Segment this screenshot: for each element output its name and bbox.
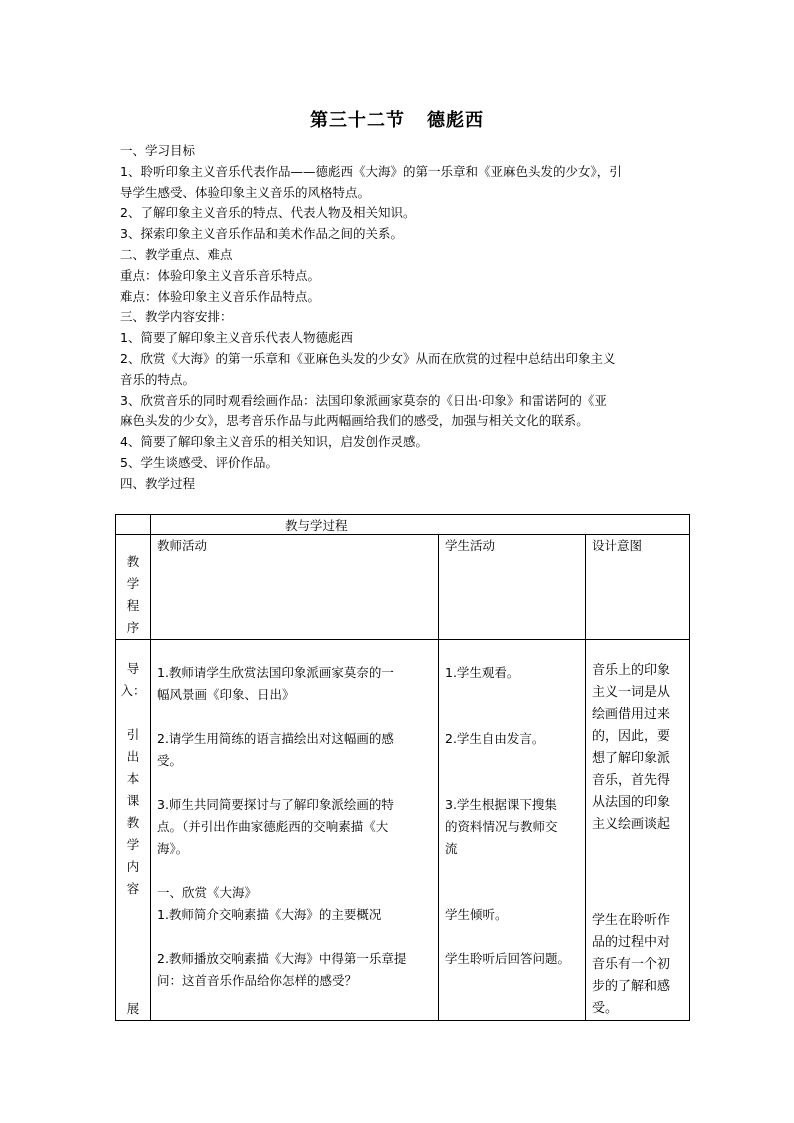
section-heading: 四、教学过程 — [120, 475, 196, 491]
arrangement-line: 4、简要了解印象主义音乐的相关知识，启发创作灵感。 — [120, 434, 428, 450]
arrangement-line: 3、欣赏音乐的同时观看绘画作品：法国印象派画家莫奈的《日出·印象》和雷诺阿的《亚 — [120, 392, 607, 408]
intent-line: 音乐有一个初 — [592, 957, 671, 972]
program-char: 程 — [126, 598, 140, 613]
student-activity-header: 学生活动 — [445, 538, 496, 553]
arrangement-line: 麻色头发的少女》，思考音乐作品与此两幅画给我们的感受，加强与相关文化的联系。 — [120, 413, 589, 429]
stage-char: 教 — [126, 815, 140, 830]
teacher-line — [157, 926, 432, 948]
student-line — [445, 860, 579, 882]
stage-char: 课 — [126, 793, 140, 808]
stage-char: 导 — [126, 661, 140, 676]
arrangement-line: 1、简要了解印象主义音乐代表人物德彪西 — [120, 330, 353, 346]
teacher-line: 点。（并引出作曲家德彪西的交响素描《大 — [157, 819, 389, 834]
table-body-row — [116, 640, 690, 1021]
intent-line: 品的过程中对 — [592, 935, 671, 950]
teacher-activity-cell — [151, 640, 439, 1021]
student-line: 2.学生自由发言。 — [445, 731, 545, 746]
stage-char: 展 — [126, 1001, 140, 1016]
program-char: 学 — [126, 576, 140, 591]
teacher-line: 2.请学生用简练的语言描绘出对这幅画的感 — [157, 731, 394, 746]
student-line — [445, 882, 579, 904]
goal-line: 导学生感受、体验印象主义音乐的风格特点。 — [120, 184, 371, 200]
arrangement-line: 2、欣赏《大海》的第一乐章和《亚麻色头发的少女》从而在欣赏的过程中总结出印象主义 — [120, 350, 616, 366]
student-line: 1.学生观看。 — [445, 665, 520, 680]
title-main: 第三十二节 — [310, 110, 405, 131]
student-line: 的资料情况与教师交 — [445, 819, 558, 834]
teacher-activity-header: 教师活动 — [157, 538, 208, 553]
page-title — [0, 106, 794, 132]
corner-cell — [116, 515, 151, 535]
section-heading: 一、学习目标 — [120, 143, 196, 158]
table-header-row — [116, 535, 690, 640]
teaching-process-table — [115, 514, 690, 1021]
stage-char: 本 — [126, 771, 140, 786]
intent-line: 受。 — [592, 1001, 619, 1016]
focus-line: 难点：体验印象主义音乐作品特点。 — [120, 288, 321, 304]
program-char: 序 — [126, 620, 140, 635]
intent-header-cell — [586, 535, 690, 640]
design-intent-header: 设计意图 — [592, 538, 643, 553]
student-line — [445, 926, 579, 948]
teacher-line: 1.教师简介交响素描《大海》的主要概况 — [157, 907, 382, 922]
stage-cell — [116, 640, 151, 1021]
goal-line: 2、了解印象主义音乐的特点、代表人物及相关知识。 — [120, 205, 416, 221]
stage-char — [116, 702, 150, 724]
teacher-line — [157, 772, 432, 794]
intent-line: 学生在聆听作 — [592, 913, 671, 928]
section-heading: 三、教学内容安排： — [120, 309, 233, 325]
teacher-line: 3.师生共同简要探讨与了解印象派绘画的特 — [157, 797, 394, 812]
intent-line — [592, 902, 683, 910]
intent-line — [592, 880, 683, 902]
student-header-cell — [439, 535, 586, 640]
section-heading: 二、教学重点、难点 — [120, 246, 233, 262]
student-line: 学生倾听。 — [445, 907, 508, 922]
student-activity-cell — [439, 640, 586, 1021]
intent-line: 绘画借用过来 — [592, 707, 671, 722]
table-caption-cell — [151, 515, 690, 535]
student-line: 流 — [445, 841, 458, 856]
teacher-line: 2.教师播放交响素描《大海》中得第一乐章提 — [157, 951, 407, 966]
intent-line — [592, 836, 683, 858]
table-caption: 教与学过程 — [285, 517, 348, 533]
intent-line: 主义一词是从 — [592, 685, 671, 700]
teacher-line — [157, 706, 432, 728]
table-caption-row — [116, 515, 690, 535]
intent-line: 音乐上的印象 — [592, 663, 671, 678]
teacher-line: 幅风景画《印象、日出》 — [157, 687, 295, 702]
student-line: 3.学生根据课下搜集 — [445, 797, 557, 812]
program-header-cell — [116, 535, 151, 640]
intent-line: 想了解印象派 — [592, 751, 671, 766]
stage-char: 入： — [120, 683, 146, 698]
teacher-line: 1.教师请学生欣赏法国印象派画家莫奈的一 — [157, 665, 394, 680]
arrangement-line: 5、学生谈感受、评价作品。 — [120, 454, 278, 470]
stage-char: 容 — [126, 881, 140, 896]
stage-char: 引 — [126, 727, 140, 742]
student-line — [445, 750, 579, 772]
stage-char: 学 — [126, 837, 140, 852]
intent-line: 音乐，首先得 — [592, 773, 671, 788]
design-intent-cell — [586, 640, 690, 1021]
intent-line: 步的了解和感 — [592, 979, 671, 994]
teacher-line: 受。 — [157, 753, 183, 768]
student-line — [445, 772, 579, 794]
intent-line: 主义绘画谈起 — [592, 817, 671, 832]
focus-line: 重点：体验印象主义音乐音乐特点。 — [120, 267, 321, 283]
teacher-line: 问：这首音乐作品给你怎样的感受？ — [157, 973, 358, 988]
teacher-line: 一、欣赏《大海》 — [157, 885, 258, 900]
stage-char: 内 — [126, 859, 140, 874]
student-line — [445, 684, 579, 706]
teacher-line: 海》。 — [157, 841, 189, 856]
intent-line: 的，因此，要 — [592, 729, 671, 744]
intent-line: 从法国的印象 — [592, 795, 671, 810]
stage-char: 出 — [126, 749, 140, 764]
lesson-body — [120, 141, 682, 495]
student-line — [445, 706, 579, 728]
title-sub: 德彪西 — [427, 110, 484, 131]
goal-line: 3、探索印象主义音乐作品和美术作品之间的关系。 — [120, 226, 403, 242]
teacher-line — [157, 860, 432, 882]
intent-line — [592, 858, 683, 880]
teacher-header-cell — [151, 535, 439, 640]
student-line: 学生聆听后回答问题。 — [445, 951, 571, 966]
goal-line: 1、聆听印象主义音乐代表作品——德彪西《大海》的第一乐章和《亚麻色头发的少女》，引 — [120, 163, 622, 179]
arrangement-line: 音乐的特点。 — [120, 371, 196, 387]
program-char: 教 — [126, 554, 140, 569]
